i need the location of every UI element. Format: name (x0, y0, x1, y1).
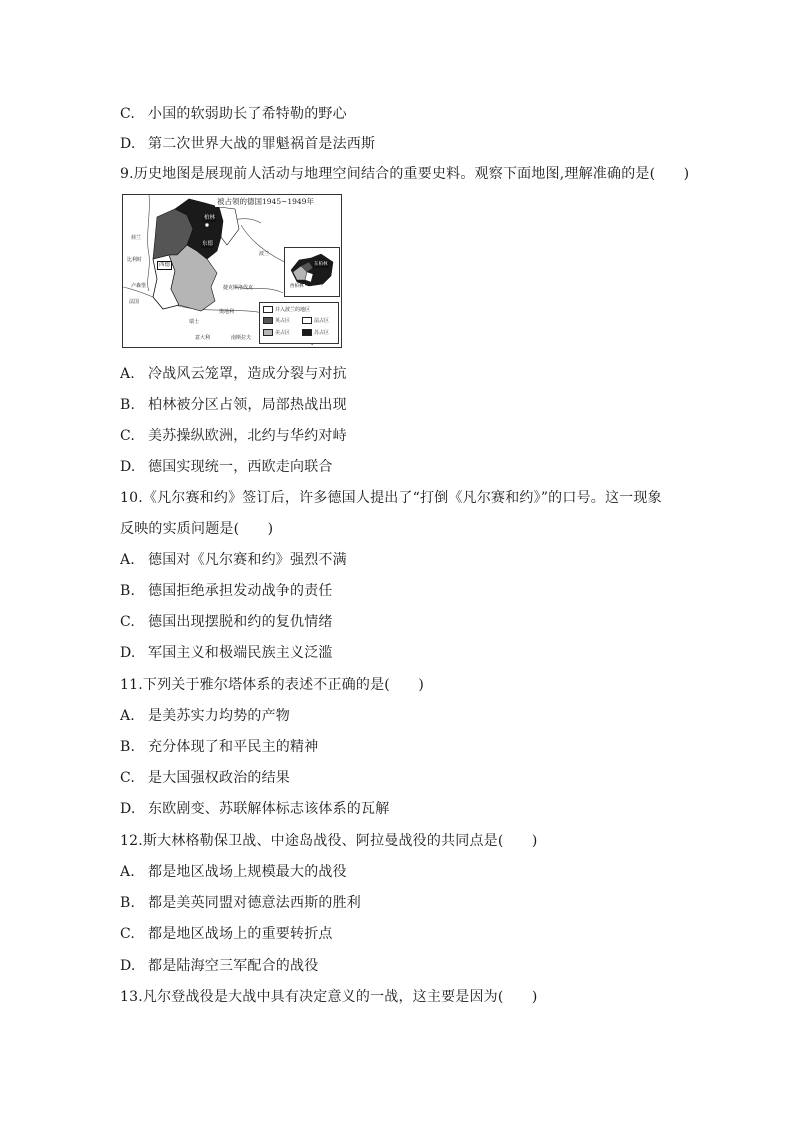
label-berlin: 柏林 (204, 215, 216, 221)
option-label: C. (120, 106, 136, 122)
q13-stem: 13.凡尔登战役是大战中具有决定意义的一战，这主要是因为( ) (120, 989, 538, 1005)
q8-option-d (120, 135, 375, 153)
berlin-inset-map (284, 247, 340, 297)
option-text: 军国主义和极端民族主义泛滥 (148, 645, 333, 661)
option-label: A. (120, 708, 135, 724)
legend-item-british-zone (263, 317, 290, 325)
legend-item-american-zone (263, 329, 290, 337)
q10-option-a (120, 551, 347, 569)
legend-swatch (263, 306, 273, 313)
legend-item-soviet-zone (302, 329, 329, 337)
label-east-berlin: 东柏林 (314, 262, 328, 267)
option-label: D. (120, 958, 136, 974)
legend-item-polish-area (263, 306, 310, 314)
option-label: B. (120, 583, 136, 599)
label-poland: 波兰 (259, 251, 270, 257)
option-label: D. (120, 136, 136, 152)
q12-option-a (120, 863, 347, 881)
q9-option-d (120, 458, 333, 476)
legend-swatch (263, 329, 273, 336)
legend-swatch (302, 317, 312, 324)
label-france: 法国 (129, 299, 140, 305)
option-text: 德国出现摆脱和约的复仇情绪 (148, 614, 333, 630)
option-text: 充分体现了和平民主的精神 (148, 739, 319, 755)
label-west-berlin: 西柏林 (290, 284, 304, 289)
q10-stem-line1: 10.《凡尔赛和约》签订后，许多德国人提出了“打倒《凡尔赛和约》”的口号。这一现象 (120, 490, 662, 506)
label-netherlands: 荷兰 (131, 235, 142, 241)
map-title: 被占领的德国1945~1949年 (217, 197, 314, 206)
q9-option-b (120, 396, 347, 414)
q10-stem-line2: 反映的实质问题是( ) (120, 521, 274, 537)
option-text: 柏林被分区占领，局部热战出现 (148, 397, 347, 413)
label-austria: 奥地利 (219, 309, 235, 315)
q9-option-c (120, 427, 347, 445)
option-text: 都是陆海空三军配合的战役 (148, 958, 319, 974)
option-label: A. (120, 552, 135, 568)
map-legend (259, 302, 339, 344)
q11-option-d (120, 800, 389, 818)
label-yugoslavia: 南斯拉夫 (231, 335, 252, 341)
option-label: A. (120, 864, 135, 880)
option-text: 是美苏实力均势的产物 (148, 708, 290, 724)
option-label: D. (120, 459, 136, 475)
label-czech: 捷克斯洛伐克 (223, 285, 254, 291)
q9-stem: 9.历史地图是展现前人活动与地理空间结合的重要史料。观察下面地图,理解准确的是( ) (120, 166, 690, 182)
option-label: D. (120, 801, 136, 817)
q8-option-c (120, 105, 347, 123)
legend-label: 法占区 (314, 318, 330, 324)
option-text: 美苏操纵欧洲，北约与华约对峙 (148, 428, 347, 444)
legend-label: 美占区 (275, 330, 291, 336)
option-text: 是大国强权政治的结果 (148, 770, 290, 786)
option-label: C. (120, 614, 136, 630)
option-text: 德国对《凡尔赛和约》强烈不满 (148, 552, 347, 568)
legend-label: 并入波兰的地区 (275, 307, 311, 313)
q12-option-d (120, 957, 318, 975)
q12-option-b (120, 894, 361, 912)
q10-option-d (120, 644, 333, 662)
label-east-germany: 东德 (202, 241, 214, 247)
q9-option-a (120, 365, 347, 383)
legend-swatch (302, 329, 312, 336)
label-italy: 意大利 (195, 335, 211, 341)
q11-stem: 11.下列关于雅尔塔体系的表述不正确的是( ) (120, 677, 424, 693)
option-label: C. (120, 926, 136, 942)
option-text: 德国实现统一，西欧走向联合 (148, 459, 333, 475)
option-text: 小国的软弱助长了希特勒的野心 (148, 106, 347, 122)
option-label: C. (120, 770, 136, 786)
option-label: C. (120, 428, 136, 444)
legend-label: 苏占区 (314, 330, 330, 336)
option-text: 都是美英同盟对德意法西斯的胜利 (148, 895, 361, 911)
option-text: 都是地区战场上的重要转折点 (148, 926, 333, 942)
q12-option-c (120, 925, 333, 943)
q12-stem: 12.斯大林格勒保卫战、中途岛战役、阿拉曼战役的共同点是( ) (120, 833, 538, 849)
legend-swatch (263, 317, 273, 324)
option-text: 第二次世界大战的罪魁祸首是法西斯 (148, 136, 376, 152)
legend-item-french-zone (302, 317, 329, 325)
q11-option-a (120, 707, 290, 725)
q10-option-c (120, 613, 333, 631)
label-west-germany: 西德 (159, 262, 171, 268)
option-text: 都是地区战场上规模最大的战役 (148, 864, 347, 880)
label-belgium: 比利时 (127, 257, 143, 263)
label-switzerland: 瑞士 (189, 319, 200, 325)
legend-label: 英占区 (275, 318, 291, 324)
option-label: B. (120, 895, 136, 911)
option-text: 东欧剧变、苏联解体标志该体系的瓦解 (148, 801, 390, 817)
option-label: B. (120, 739, 136, 755)
option-text: 冷战风云笼罩，造成分裂与对抗 (148, 366, 347, 382)
occupied-germany-map (122, 194, 342, 348)
option-label: A. (120, 366, 135, 382)
option-text: 德国拒绝承担发动战争的责任 (148, 583, 333, 599)
option-label: D. (120, 645, 136, 661)
q11-option-c (120, 769, 290, 787)
q10-option-b (120, 582, 333, 600)
label-luxembourg: 卢森堡 (131, 283, 147, 289)
option-label: B. (120, 397, 136, 413)
q11-option-b (120, 738, 318, 756)
